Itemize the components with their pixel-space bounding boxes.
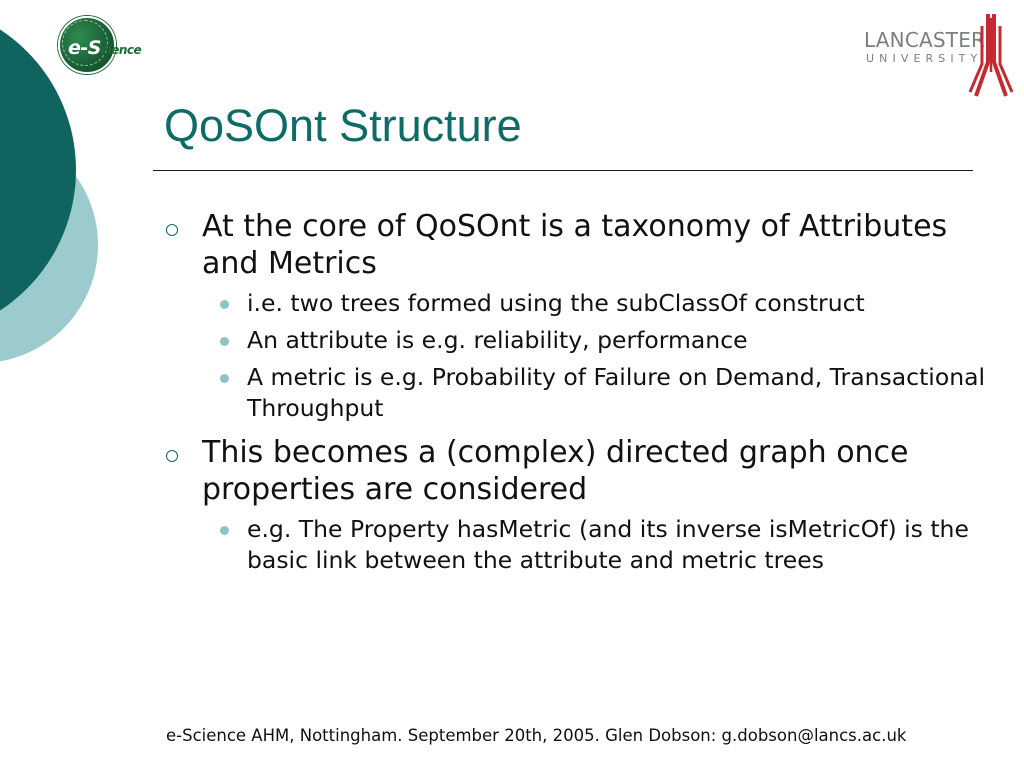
dot-bullet-icon [220,374,229,383]
slide-footer: e-Science AHM, Nottingham. September 20th, 2005. Glen Dobson: g.dobson@lancs.ac.uk [166,726,907,745]
sub-bullet-list [160,514,990,576]
bullet-level1 [160,434,990,508]
bullet-level2 [160,288,990,319]
escience-word-main: e-S [68,37,101,59]
lancaster-red-rose-icon [968,12,1014,100]
sub-bullet-text: i.e. two trees formed using the subClassOf construct [247,289,865,317]
escience-word-tail: cience [100,43,142,57]
bullet-text: At the core of QoSOnt is a taxonomy of Attributes and Metrics [202,209,948,281]
sub-bullet-list [160,288,990,424]
bullet-list [160,208,990,586]
sub-bullet-text: An attribute is e.g. reliability, performance [247,326,748,354]
dot-bullet-icon [220,300,229,309]
slide-title: QoSOnt Structure [164,100,522,151]
bullet-level2 [160,362,990,424]
sub-bullet-text: A metric is e.g. Probability of Failure on Demand, Transactional Throughput [247,363,986,422]
sub-bullet-text: e.g. The Property hasMetric (and its inverse isMetricOf) is the basic link between the attribute and metric trees [247,515,969,574]
bullet-level2 [160,325,990,356]
hollow-circle-bullet-icon [166,450,178,462]
bullet-text: This becomes a (complex) directed graph once properties are considered [202,435,909,507]
title-divider [153,170,973,171]
lancaster-logo [860,12,1016,102]
escience-wordmark [68,37,141,59]
bullet-level1 [160,208,990,282]
bullet-level2 [160,514,990,576]
lancaster-sub: UNIVERSITY [866,52,983,65]
hollow-circle-bullet-icon [166,224,178,236]
dot-bullet-icon [220,526,229,535]
dot-bullet-icon [220,337,229,346]
escience-logo [58,14,154,72]
lancaster-name: LANCASTER [864,28,986,52]
